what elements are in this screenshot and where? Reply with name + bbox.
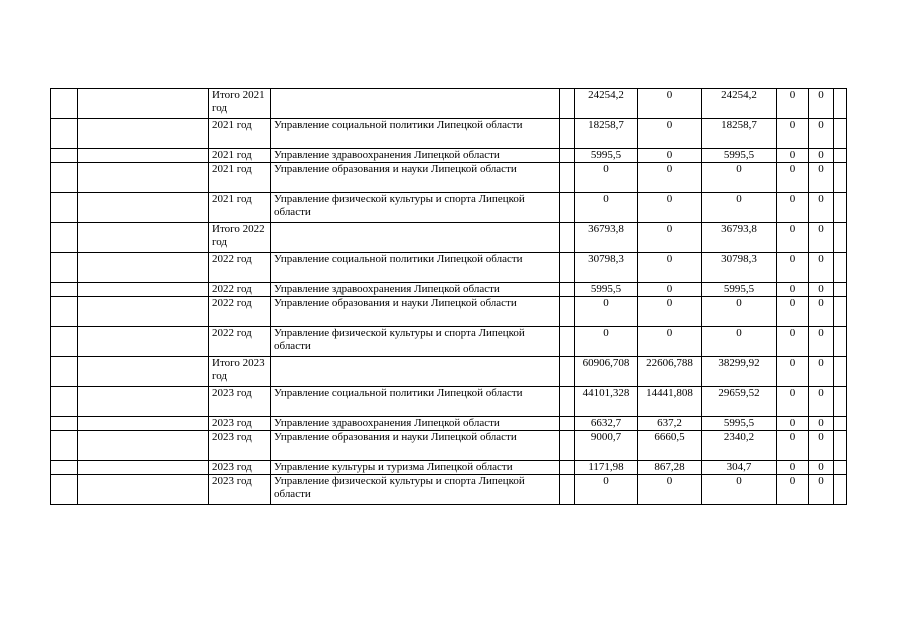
federal-cell: 14441,808	[638, 387, 702, 417]
total-cell: 18258,7	[575, 119, 638, 149]
local-cell: 0	[777, 149, 809, 163]
regional-cell: 0	[702, 193, 777, 223]
program-cell	[78, 357, 209, 387]
spacer-cell	[560, 327, 575, 357]
edge-cell	[834, 283, 847, 297]
year-cell: Итого 2021 год	[209, 89, 271, 119]
spacer-cell	[560, 357, 575, 387]
regional-cell: 29659,52	[702, 387, 777, 417]
table-row	[51, 223, 847, 253]
other-cell: 0	[809, 417, 834, 431]
edge-cell	[834, 163, 847, 193]
year-cell: 2023 год	[209, 417, 271, 431]
other-cell: 0	[809, 475, 834, 505]
table-row	[51, 163, 847, 193]
local-cell: 0	[777, 89, 809, 119]
regional-cell: 5995,5	[702, 283, 777, 297]
edge-cell	[834, 357, 847, 387]
agency-cell	[271, 89, 560, 119]
regional-cell: 0	[702, 475, 777, 505]
year-cell: 2021 год	[209, 119, 271, 149]
year-cell: 2021 год	[209, 149, 271, 163]
year-cell: Итого 2022 год	[209, 223, 271, 253]
edge-cell	[834, 417, 847, 431]
other-cell: 0	[809, 461, 834, 475]
number-cell	[51, 297, 78, 327]
table-row	[51, 89, 847, 119]
other-cell: 0	[809, 253, 834, 283]
edge-cell	[834, 327, 847, 357]
regional-cell: 0	[702, 163, 777, 193]
table-row	[51, 283, 847, 297]
federal-cell: 0	[638, 149, 702, 163]
spacer-cell	[560, 417, 575, 431]
federal-cell: 0	[638, 283, 702, 297]
local-cell: 0	[777, 163, 809, 193]
other-cell: 0	[809, 431, 834, 461]
other-cell: 0	[809, 193, 834, 223]
total-cell: 0	[575, 327, 638, 357]
other-cell: 0	[809, 163, 834, 193]
total-cell: 9000,7	[575, 431, 638, 461]
number-cell	[51, 283, 78, 297]
agency-cell: Управление социальной политики Липецкой области	[271, 253, 560, 283]
agency-cell: Управление образования и науки Липецкой области	[271, 297, 560, 327]
program-cell	[78, 475, 209, 505]
other-cell: 0	[809, 223, 834, 253]
federal-cell: 22606,788	[638, 357, 702, 387]
spacer-cell	[560, 387, 575, 417]
regional-cell: 0	[702, 297, 777, 327]
table-row	[51, 387, 847, 417]
program-cell	[78, 149, 209, 163]
program-cell	[78, 193, 209, 223]
table-body	[51, 89, 847, 505]
total-cell: 1171,98	[575, 461, 638, 475]
federal-cell: 0	[638, 475, 702, 505]
edge-cell	[834, 223, 847, 253]
total-cell: 0	[575, 475, 638, 505]
program-cell	[78, 223, 209, 253]
agency-cell: Управление здравоохранения Липецкой области	[271, 417, 560, 431]
regional-cell: 2340,2	[702, 431, 777, 461]
local-cell: 0	[777, 327, 809, 357]
number-cell	[51, 253, 78, 283]
local-cell: 0	[777, 431, 809, 461]
regional-cell: 36793,8	[702, 223, 777, 253]
agency-cell: Управление физической культуры и спорта Липецкой области	[271, 475, 560, 505]
federal-cell: 867,28	[638, 461, 702, 475]
table-row	[51, 149, 847, 163]
federal-cell: 0	[638, 163, 702, 193]
other-cell: 0	[809, 119, 834, 149]
edge-cell	[834, 253, 847, 283]
edge-cell	[834, 193, 847, 223]
other-cell: 0	[809, 387, 834, 417]
local-cell: 0	[777, 253, 809, 283]
edge-cell	[834, 119, 847, 149]
total-cell: 5995,5	[575, 283, 638, 297]
agency-cell: Управление образования и науки Липецкой области	[271, 163, 560, 193]
spacer-cell	[560, 149, 575, 163]
other-cell: 0	[809, 357, 834, 387]
regional-cell: 24254,2	[702, 89, 777, 119]
local-cell: 0	[777, 223, 809, 253]
program-cell	[78, 163, 209, 193]
number-cell	[51, 89, 78, 119]
regional-cell: 0	[702, 327, 777, 357]
number-cell	[51, 461, 78, 475]
other-cell: 0	[809, 149, 834, 163]
program-cell	[78, 461, 209, 475]
year-cell: 2023 год	[209, 387, 271, 417]
federal-cell: 0	[638, 327, 702, 357]
agency-cell: Управление физической культуры и спорта Липецкой области	[271, 327, 560, 357]
number-cell	[51, 163, 78, 193]
regional-cell: 38299,92	[702, 357, 777, 387]
year-cell: 2021 год	[209, 163, 271, 193]
number-cell	[51, 475, 78, 505]
agency-cell: Управление физической культуры и спорта Липецкой области	[271, 193, 560, 223]
table-row	[51, 357, 847, 387]
edge-cell	[834, 431, 847, 461]
agency-cell: Управление социальной политики Липецкой области	[271, 387, 560, 417]
budget-table	[50, 88, 847, 505]
number-cell	[51, 387, 78, 417]
table-row	[51, 253, 847, 283]
local-cell: 0	[777, 119, 809, 149]
number-cell	[51, 357, 78, 387]
spacer-cell	[560, 223, 575, 253]
local-cell: 0	[777, 283, 809, 297]
spacer-cell	[560, 475, 575, 505]
federal-cell: 0	[638, 119, 702, 149]
federal-cell: 0	[638, 297, 702, 327]
spacer-cell	[560, 253, 575, 283]
year-cell: 2023 год	[209, 475, 271, 505]
program-cell	[78, 297, 209, 327]
spacer-cell	[560, 193, 575, 223]
year-cell: 2023 год	[209, 431, 271, 461]
regional-cell: 30798,3	[702, 253, 777, 283]
number-cell	[51, 327, 78, 357]
agency-cell: Управление социальной политики Липецкой области	[271, 119, 560, 149]
total-cell: 60906,708	[575, 357, 638, 387]
agency-cell: Управление здравоохранения Липецкой области	[271, 283, 560, 297]
table-row	[51, 417, 847, 431]
local-cell: 0	[777, 193, 809, 223]
number-cell	[51, 149, 78, 163]
number-cell	[51, 431, 78, 461]
spacer-cell	[560, 431, 575, 461]
year-cell: 2022 год	[209, 297, 271, 327]
number-cell	[51, 193, 78, 223]
year-cell: 2023 год	[209, 461, 271, 475]
program-cell	[78, 283, 209, 297]
local-cell: 0	[777, 417, 809, 431]
edge-cell	[834, 475, 847, 505]
federal-cell: 637,2	[638, 417, 702, 431]
table-row	[51, 327, 847, 357]
spacer-cell	[560, 297, 575, 327]
federal-cell: 0	[638, 89, 702, 119]
spacer-cell	[560, 89, 575, 119]
other-cell: 0	[809, 327, 834, 357]
agency-cell: Управление здравоохранения Липецкой области	[271, 149, 560, 163]
regional-cell: 5995,5	[702, 149, 777, 163]
regional-cell: 304,7	[702, 461, 777, 475]
edge-cell	[834, 461, 847, 475]
total-cell: 30798,3	[575, 253, 638, 283]
program-cell	[78, 89, 209, 119]
other-cell: 0	[809, 89, 834, 119]
local-cell: 0	[777, 461, 809, 475]
program-cell	[78, 253, 209, 283]
agency-cell	[271, 357, 560, 387]
total-cell: 0	[575, 297, 638, 327]
local-cell: 0	[777, 475, 809, 505]
program-cell	[78, 387, 209, 417]
agency-cell: Управление культуры и туризма Липецкой области	[271, 461, 560, 475]
year-cell: 2021 год	[209, 193, 271, 223]
agency-cell	[271, 223, 560, 253]
edge-cell	[834, 89, 847, 119]
federal-cell: 0	[638, 253, 702, 283]
table-row	[51, 297, 847, 327]
table-row	[51, 461, 847, 475]
local-cell: 0	[777, 357, 809, 387]
table-row	[51, 431, 847, 461]
agency-cell: Управление образования и науки Липецкой области	[271, 431, 560, 461]
edge-cell	[834, 297, 847, 327]
number-cell	[51, 223, 78, 253]
edge-cell	[834, 149, 847, 163]
table-row	[51, 193, 847, 223]
other-cell: 0	[809, 283, 834, 297]
total-cell: 5995,5	[575, 149, 638, 163]
spacer-cell	[560, 119, 575, 149]
spacer-cell	[560, 283, 575, 297]
edge-cell	[834, 387, 847, 417]
number-cell	[51, 119, 78, 149]
program-cell	[78, 119, 209, 149]
spacer-cell	[560, 461, 575, 475]
total-cell: 0	[575, 193, 638, 223]
year-cell: 2022 год	[209, 253, 271, 283]
local-cell: 0	[777, 297, 809, 327]
local-cell: 0	[777, 387, 809, 417]
total-cell: 24254,2	[575, 89, 638, 119]
number-cell	[51, 417, 78, 431]
federal-cell: 0	[638, 193, 702, 223]
federal-cell: 0	[638, 223, 702, 253]
program-cell	[78, 417, 209, 431]
year-cell: Итого 2023 год	[209, 357, 271, 387]
regional-cell: 18258,7	[702, 119, 777, 149]
spacer-cell	[560, 163, 575, 193]
total-cell: 6632,7	[575, 417, 638, 431]
table-row	[51, 119, 847, 149]
total-cell: 44101,328	[575, 387, 638, 417]
other-cell: 0	[809, 297, 834, 327]
total-cell: 36793,8	[575, 223, 638, 253]
program-cell	[78, 327, 209, 357]
table-row	[51, 475, 847, 505]
total-cell: 0	[575, 163, 638, 193]
federal-cell: 6660,5	[638, 431, 702, 461]
year-cell: 2022 год	[209, 327, 271, 357]
regional-cell: 5995,5	[702, 417, 777, 431]
year-cell: 2022 год	[209, 283, 271, 297]
program-cell	[78, 431, 209, 461]
